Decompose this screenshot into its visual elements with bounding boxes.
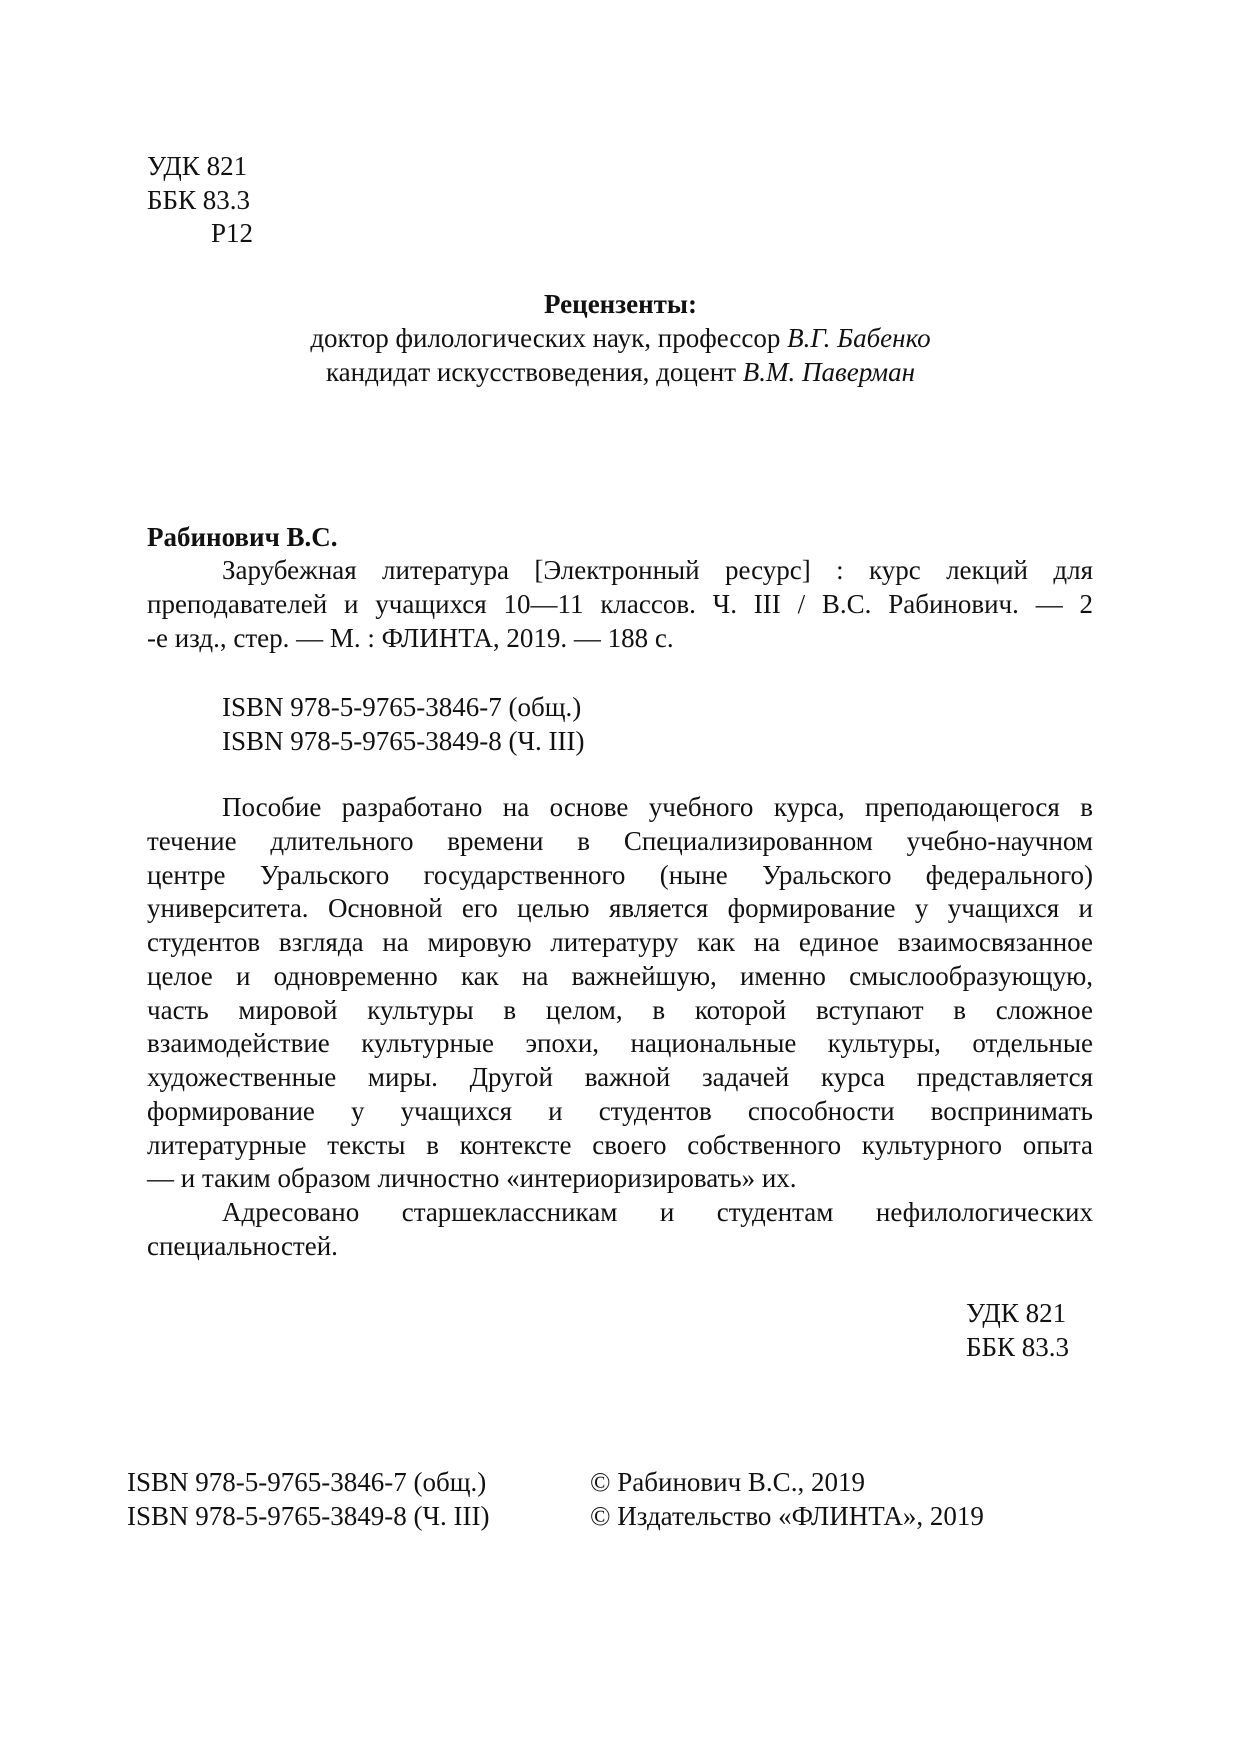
annotation-line-5: студентов взгляда на мировую литературу как на единое взаимосвязанное bbox=[147, 927, 1093, 957]
record-isbn-2: ISBN 978-5-9765-3849-8 (Ч. III) bbox=[222, 726, 585, 756]
annotation-line-4: университета. Основной его целью является формирование у учащихся и bbox=[147, 893, 1093, 923]
annotation-line-12: — и таким образом личностно «интериоризировать» их. bbox=[147, 1163, 797, 1193]
annotation-line-10: формирование у учащихся и студентов способности воспринимать bbox=[147, 1096, 1093, 1126]
reviewer-1-name: В.Г. Бабенко bbox=[787, 323, 931, 353]
annotation-line-8: взаимодействие культурные эпохи, национальные культуры, отдельные bbox=[147, 1028, 1093, 1058]
record-desc-line-2: преподавателей и учащихся 10—11 классов. Ч. III / В.С. Рабинович. — 2 bbox=[147, 589, 1093, 619]
annotation-line-6: целое и одновременно как на важнейшую, именно смыслообразующую, bbox=[147, 961, 1093, 991]
annotation-line-1: Пособие разработано на основе учебного курса, преподающегося в bbox=[222, 792, 1093, 822]
annotation-line-9: художественные миры. Другой важной задачей курса представляется bbox=[147, 1062, 1093, 1092]
record-desc-line-1: Зарубежная литература [Электронный ресурс] : курс лекций для bbox=[222, 555, 1093, 585]
annotation-line-2: течение длительного времени в Специализированном учебно-научном bbox=[147, 826, 1093, 856]
footer-isbn-2: ISBN 978-5-9765-3849-8 (Ч. III) bbox=[127, 1501, 490, 1531]
annotation-line-7: часть мировой культуры в целом, в которой вступают в сложное bbox=[147, 995, 1093, 1025]
footer-copyright-publisher: © Издательство «ФЛИНТА», 2019 bbox=[590, 1501, 984, 1531]
record-isbn-1: ISBN 978-5-9765-3846-7 (общ.) bbox=[222, 692, 582, 722]
audience-line-2: специальностей. bbox=[147, 1231, 338, 1261]
bottom-udk-code: УДК 821 bbox=[966, 1298, 1067, 1328]
audience-line-1: Адресовано старшеклассникам и студентам нефилологических bbox=[222, 1197, 1093, 1227]
annotation-line-3: центре Уральского государственного (ныне Уральского федерального) bbox=[147, 860, 1093, 890]
annotation-line-11: литературные тексты в контексте своего собственного культурного опыта bbox=[147, 1130, 1093, 1160]
reviewer-2-title: кандидат искусствоведения, доцент bbox=[325, 357, 743, 387]
bottom-bbk-code: ББК 83.3 bbox=[966, 1332, 1070, 1362]
reviewer-1 bbox=[0, 321, 1241, 355]
reviewer-2-name: В.М. Паверман bbox=[742, 357, 916, 387]
reviewers-heading-text: Рецензенты: bbox=[544, 289, 697, 319]
reviewer-2 bbox=[0, 355, 1241, 389]
reviewers-heading bbox=[0, 287, 1241, 321]
footer-copyright-author: © Рабинович В.С., 2019 bbox=[590, 1467, 865, 1497]
udk-code: УДК 821 bbox=[147, 151, 248, 181]
bbk-code: ББК 83.3 bbox=[147, 185, 251, 215]
footer-isbn-1: ISBN 978-5-9765-3846-7 (общ.) bbox=[127, 1467, 487, 1497]
record-desc-line-3: -е изд., стер. — М. : ФЛИНТА, 2019. — 188 с. bbox=[147, 623, 674, 653]
record-author-text: Рабинович В.С. bbox=[147, 522, 338, 552]
record-author bbox=[147, 520, 338, 554]
reviewer-1-title: доктор филологических наук, профессор bbox=[310, 323, 788, 353]
author-mark: Р12 bbox=[211, 218, 254, 248]
